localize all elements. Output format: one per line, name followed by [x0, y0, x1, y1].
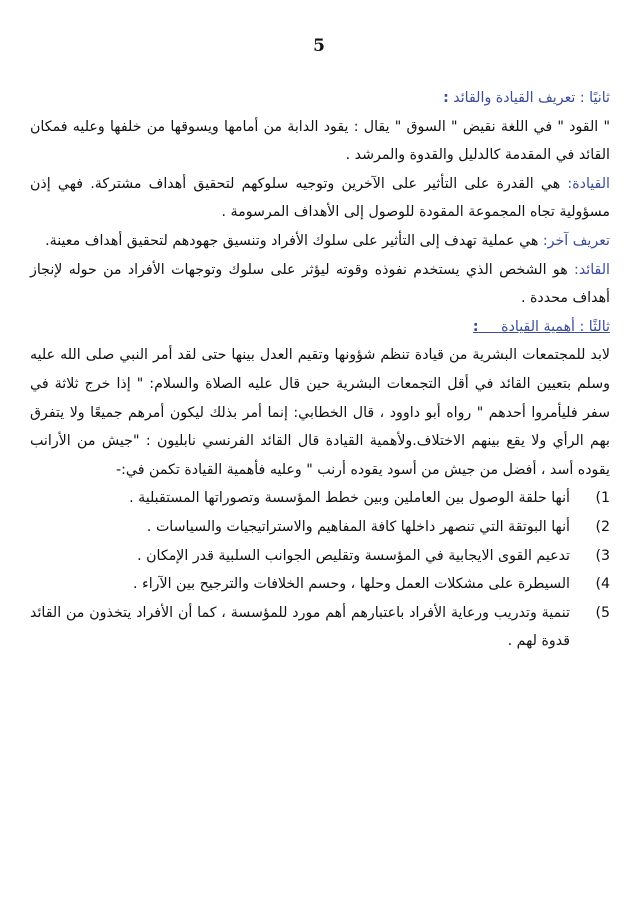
list-item-text: أنها البوتقة التي تنصهر داخلها كافة المفاهيم والاستراتيجيات والسياسات . — [146, 518, 570, 535]
list-item-number: (2 — [595, 518, 610, 535]
paragraph-lexical-definition: " القود " في اللغة نقيض " السوق " يقال : يقود الدابة من أمامها ويسوقها من خلفها وعليه فمكان القائد في المقدمة كالدليل والقدوة والمرشد . — [30, 118, 610, 164]
list-item-number: (3 — [595, 547, 610, 564]
list-item-number: (4 — [595, 576, 610, 593]
other-definition-text: هي عملية تهدف إلى التأثير على سلوك الأفراد وتنسيق جهودهم لتحقيق أهداف معينة. — [45, 232, 543, 249]
section-heading-importance-text: ثالثًا : أهمية القيادة — [501, 318, 610, 335]
term-other-definition: تعريف آخر: — [542, 232, 610, 249]
page-content — [30, 84, 610, 656]
term-leadership: القيادة: — [567, 175, 610, 192]
list-item — [30, 513, 610, 542]
section-heading-importance — [30, 313, 610, 342]
list-item — [30, 599, 610, 656]
paragraph-leadership-definition — [30, 170, 610, 227]
list-item-number: (1 — [595, 490, 610, 507]
importance-list — [30, 484, 610, 656]
paragraph-importance: لابد للمجتمعات البشرية من قيادة تنظم شؤونها وتقيم العدل بينها حتى لقد أمر النبي صلى الله عليه وسلم بتعيين القائد في أقل التجمعات البشرية حين قال عليه الصلاة والسلام: " إذا خرج ثلاثة في سفر فليأمروا أحدهم " رواه أبو داوود ، قال الخطابي: إنما أمر بذلك ليكون أمرهم جميعًا ولا يتفرق بهم الرأي ولا يقع بينهم الاختلاف.ولأهمية القيادة قال القائد الفرنسي نابليون : "جيش من الأرانب يقوده أسد ، أفضل من جيش من أسود يقوده أرنب " وعليه فأهمية القيادة تكمن في:- — [30, 347, 610, 478]
heading-colon: : — [443, 90, 449, 106]
list-item-text: تنمية وتدريب ورعاية الأفراد باعتبارهم أهم مورد للمؤسسة ، كما أن الأفراد يتخذون من القائد قدوة لهم . — [30, 604, 570, 650]
list-item — [30, 484, 610, 513]
list-item-text: السيطرة على مشكلات العمل وحلها ، وحسم الخلافات والترجيح بين الآراء . — [133, 576, 570, 593]
leadership-definition-text: هي القدرة على التأثير على الآخرين وتوجيه سلوكهم لتحقيق أهداف مشتركة. فهي إذن مسؤولية تجاه المجموعة المقودة للوصول إلى الأهداف المرسومة . — [30, 175, 610, 221]
section-heading-definition — [30, 84, 610, 113]
paragraph-other-definition — [30, 227, 610, 256]
page-number: 5 — [313, 36, 325, 56]
section-heading-definition-text: ثانيًا : تعريف القيادة والقائد — [453, 90, 610, 106]
list-item-text: أنها حلقة الوصول بين العاملين وبين خطط المؤسسة وتصوراتها المستقبلية . — [129, 490, 570, 507]
list-item — [30, 570, 610, 599]
term-leader: القائد: — [574, 261, 610, 278]
list-item-text: تدعيم القوى الايجابية في المؤسسة وتقليص الجوانب السلبية قدر الإمكان . — [137, 547, 570, 564]
heading-colon: : — [472, 318, 479, 335]
list-item — [30, 542, 610, 571]
paragraph-leader-definition — [30, 256, 610, 313]
list-item-number: (5 — [595, 604, 610, 621]
leader-definition-text: هو الشخص الذي يستخدم نفوذه وقوته ليؤثر على سلوك وتوجهات الأفراد من حوله لإنجاز أهداف محددة . — [30, 261, 610, 307]
